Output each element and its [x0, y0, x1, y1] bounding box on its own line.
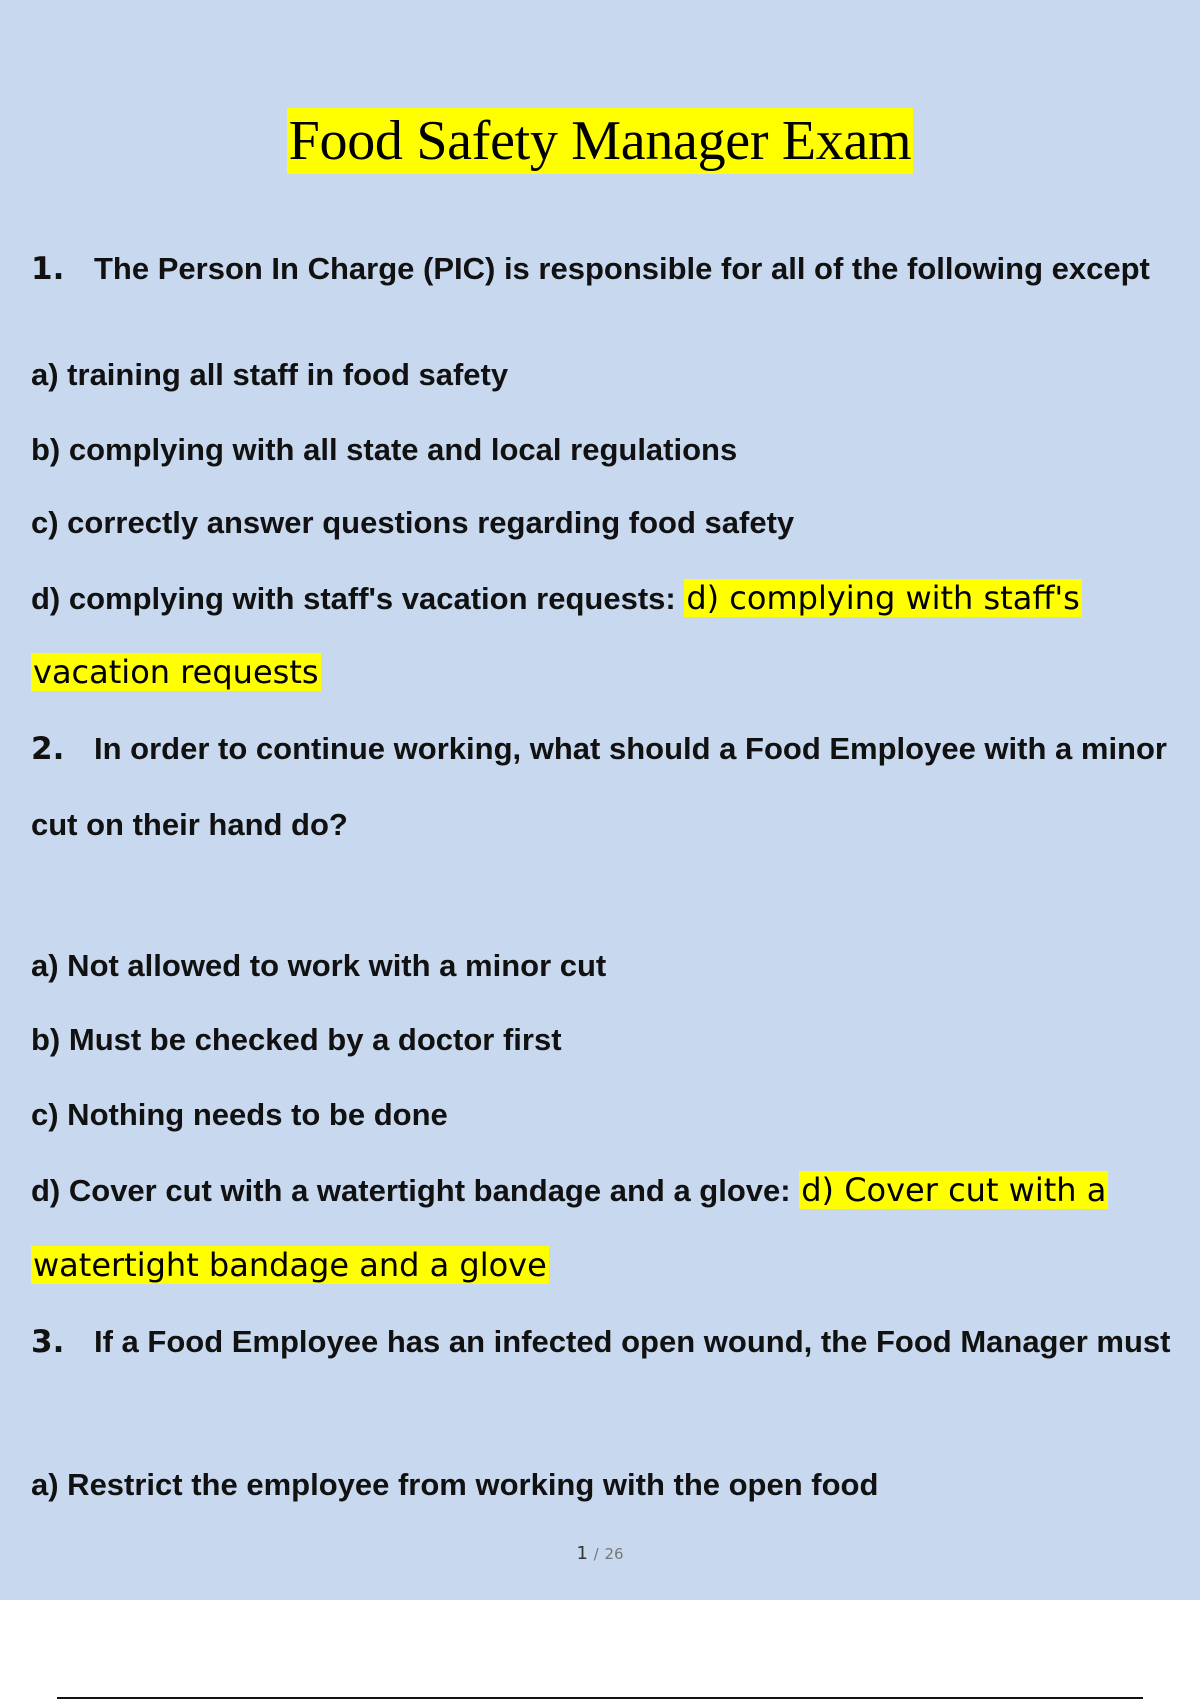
question-1-number: 1.: [31, 251, 65, 287]
question-2-option-b: b) Must be checked by a doctor first: [31, 1022, 562, 1057]
question-1-text: The Person In Charge (PIC) is responsible for all of the following except: [94, 251, 1150, 286]
question-3: [31, 1322, 1170, 1362]
question-1-answer-highlight: d) complying with staff's: [686, 579, 1080, 617]
title-container: [0, 108, 1200, 174]
question-1-option-d: [31, 578, 1082, 619]
question-1-answer-highlight-continued: vacation requests: [33, 653, 319, 691]
question-2-option-d: [31, 1170, 1108, 1211]
question-3-option-a: a) Restrict the employee from working with the open food: [31, 1467, 879, 1502]
question-2-option-c: c) Nothing needs to be done: [31, 1097, 448, 1132]
question-2: [31, 729, 1167, 769]
page-number-current: 1: [576, 1543, 588, 1564]
question-1-option-c: c) correctly answer questions regarding food safety: [31, 505, 795, 540]
question-2-answer-highlight-continued: watertight bandage and a glove: [33, 1246, 547, 1284]
question-1: [31, 249, 1150, 289]
question-2-answer-continued: [31, 1245, 549, 1286]
footer-divider: [57, 1697, 1143, 1699]
page-number: [0, 1543, 1200, 1564]
question-2-option-d-text: d) Cover cut with a watertight bandage and a glove:: [31, 1173, 791, 1208]
question-1-option-b: b) complying with all state and local regulations: [31, 432, 738, 467]
question-3-text: If a Food Employee has an infected open wound, the Food Manager must: [94, 1324, 1171, 1359]
document-title: Food Safety Manager Exam: [288, 110, 912, 172]
question-2-text: In order to continue working, what should a Food Employee with a minor: [94, 731, 1167, 766]
question-2-text-continued: cut on their hand do?: [31, 807, 348, 842]
question-2-option-a: a) Not allowed to work with a minor cut: [31, 948, 607, 983]
question-1-option-a: a) training all staff in food safety: [31, 357, 509, 392]
page-number-separator: /: [593, 1545, 599, 1563]
question-1-answer-continued: [31, 652, 321, 693]
question-2-answer-highlight: d) Cover cut with a: [801, 1171, 1107, 1209]
question-1-option-d-text: d) complying with staff's vacation requests:: [31, 581, 676, 616]
page-number-total: 26: [604, 1545, 624, 1563]
question-3-number: 3.: [31, 1324, 65, 1360]
question-2-number: 2.: [31, 731, 65, 767]
